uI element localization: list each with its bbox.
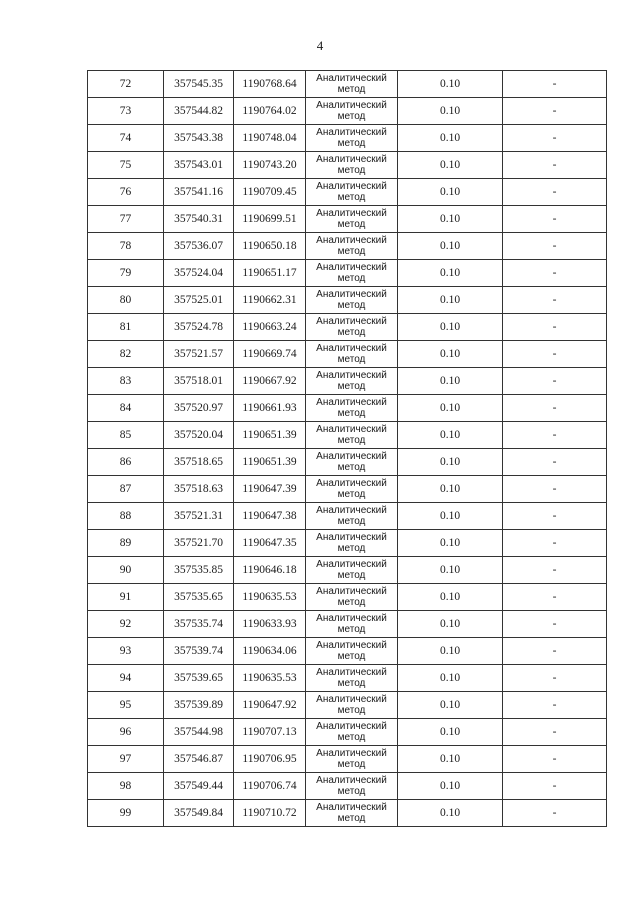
- x-coordinate-cell: 357535.85: [164, 557, 234, 584]
- table-row: [88, 773, 607, 800]
- method-label-line2: метод: [337, 327, 366, 338]
- y-coordinate-cell: 1190669.74: [234, 341, 306, 368]
- method-cell: [306, 692, 398, 719]
- x-coordinate-cell: 357535.74: [164, 611, 234, 638]
- method-label-line1: Аналитический: [316, 289, 387, 300]
- table-row: [88, 71, 607, 98]
- y-coordinate-cell: 1190743.20: [234, 152, 306, 179]
- point-number-cell: 83: [88, 368, 164, 395]
- coordinates-table-body: [88, 71, 607, 827]
- y-coordinate-cell: 1190764.02: [234, 98, 306, 125]
- method-label-line1: Аналитический: [316, 235, 387, 246]
- x-coordinate-cell: 357518.01: [164, 368, 234, 395]
- y-coordinate-cell: 1190662.31: [234, 287, 306, 314]
- table-row: [88, 179, 607, 206]
- note-cell: -: [503, 773, 607, 800]
- method-label-line1: Аналитический: [316, 559, 387, 570]
- x-coordinate-cell: 357549.84: [164, 800, 234, 827]
- x-coordinate-cell: 357521.57: [164, 341, 234, 368]
- y-coordinate-cell: 1190651.39: [234, 422, 306, 449]
- accuracy-cell: 0.10: [398, 206, 503, 233]
- table-row: [88, 692, 607, 719]
- accuracy-cell: 0.10: [398, 179, 503, 206]
- point-number-cell: 78: [88, 233, 164, 260]
- note-cell: -: [503, 233, 607, 260]
- point-number-cell: 98: [88, 773, 164, 800]
- accuracy-cell: 0.10: [398, 638, 503, 665]
- method-label-line1: Аналитический: [316, 208, 387, 219]
- method-cell: [306, 746, 398, 773]
- method-cell: [306, 773, 398, 800]
- point-number-cell: 72: [88, 71, 164, 98]
- note-cell: -: [503, 287, 607, 314]
- point-number-cell: 87: [88, 476, 164, 503]
- note-cell: -: [503, 746, 607, 773]
- method-label-line2: метод: [337, 543, 366, 554]
- method-label-line1: Аналитический: [316, 73, 387, 84]
- accuracy-cell: 0.10: [398, 422, 503, 449]
- method-cell: [306, 287, 398, 314]
- method-label-line2: метод: [337, 786, 366, 797]
- y-coordinate-cell: 1190706.95: [234, 746, 306, 773]
- x-coordinate-cell: 357543.38: [164, 125, 234, 152]
- x-coordinate-cell: 357524.78: [164, 314, 234, 341]
- table-row: [88, 341, 607, 368]
- point-number-cell: 97: [88, 746, 164, 773]
- x-coordinate-cell: 357540.31: [164, 206, 234, 233]
- table-row: [88, 314, 607, 341]
- x-coordinate-cell: 357525.01: [164, 287, 234, 314]
- method-label-line2: метод: [337, 84, 366, 95]
- table-row: [88, 368, 607, 395]
- note-cell: -: [503, 341, 607, 368]
- point-number-cell: 89: [88, 530, 164, 557]
- x-coordinate-cell: 357535.65: [164, 584, 234, 611]
- method-label-line2: метод: [337, 354, 366, 365]
- table-row: [88, 98, 607, 125]
- method-label-line2: метод: [337, 165, 366, 176]
- method-cell: [306, 179, 398, 206]
- x-coordinate-cell: 357541.16: [164, 179, 234, 206]
- accuracy-cell: 0.10: [398, 557, 503, 584]
- method-cell: [306, 719, 398, 746]
- method-label-line1: Аналитический: [316, 343, 387, 354]
- note-cell: -: [503, 395, 607, 422]
- method-label-line2: метод: [337, 678, 366, 689]
- note-cell: -: [503, 98, 607, 125]
- method-cell: [306, 665, 398, 692]
- y-coordinate-cell: 1190748.04: [234, 125, 306, 152]
- method-cell: [306, 341, 398, 368]
- table-row: [88, 746, 607, 773]
- accuracy-cell: 0.10: [398, 71, 503, 98]
- method-label-line1: Аналитический: [316, 586, 387, 597]
- y-coordinate-cell: 1190646.18: [234, 557, 306, 584]
- method-label-line1: Аналитический: [316, 154, 387, 165]
- y-coordinate-cell: 1190650.18: [234, 233, 306, 260]
- note-cell: -: [503, 314, 607, 341]
- point-number-cell: 99: [88, 800, 164, 827]
- method-label-line1: Аналитический: [316, 478, 387, 489]
- method-label-line2: метод: [337, 246, 366, 257]
- method-label-line2: метод: [337, 570, 366, 581]
- x-coordinate-cell: 357524.04: [164, 260, 234, 287]
- method-label-line2: метод: [337, 408, 366, 419]
- note-cell: -: [503, 476, 607, 503]
- point-number-cell: 76: [88, 179, 164, 206]
- accuracy-cell: 0.10: [398, 341, 503, 368]
- table-row: [88, 152, 607, 179]
- accuracy-cell: 0.10: [398, 395, 503, 422]
- point-number-cell: 79: [88, 260, 164, 287]
- accuracy-cell: 0.10: [398, 584, 503, 611]
- point-number-cell: 93: [88, 638, 164, 665]
- method-label-line1: Аналитический: [316, 748, 387, 759]
- note-cell: -: [503, 260, 607, 287]
- point-number-cell: 74: [88, 125, 164, 152]
- method-cell: [306, 314, 398, 341]
- point-number-cell: 84: [88, 395, 164, 422]
- method-label-line2: метод: [337, 597, 366, 608]
- accuracy-cell: 0.10: [398, 773, 503, 800]
- point-number-cell: 77: [88, 206, 164, 233]
- table-row: [88, 125, 607, 152]
- point-number-cell: 95: [88, 692, 164, 719]
- note-cell: -: [503, 638, 607, 665]
- point-number-cell: 96: [88, 719, 164, 746]
- page-number: 4: [316, 38, 324, 53]
- method-label-line1: Аналитический: [316, 127, 387, 138]
- method-cell: [306, 125, 398, 152]
- point-number-cell: 88: [88, 503, 164, 530]
- method-label-line2: метод: [337, 435, 366, 446]
- point-number-cell: 90: [88, 557, 164, 584]
- table-row: [88, 395, 607, 422]
- table-row: [88, 530, 607, 557]
- note-cell: -: [503, 719, 607, 746]
- y-coordinate-cell: 1190661.93: [234, 395, 306, 422]
- y-coordinate-cell: 1190663.24: [234, 314, 306, 341]
- method-label-line2: метод: [337, 111, 366, 122]
- note-cell: -: [503, 503, 607, 530]
- note-cell: -: [503, 449, 607, 476]
- table-row: [88, 206, 607, 233]
- method-label-line1: Аналитический: [316, 694, 387, 705]
- point-number-cell: 85: [88, 422, 164, 449]
- y-coordinate-cell: 1190768.64: [234, 71, 306, 98]
- accuracy-cell: 0.10: [398, 611, 503, 638]
- x-coordinate-cell: 357518.65: [164, 449, 234, 476]
- note-cell: -: [503, 71, 607, 98]
- method-label-line1: Аналитический: [316, 100, 387, 111]
- method-label-line2: метод: [337, 624, 366, 635]
- method-label-line2: метод: [337, 192, 366, 203]
- accuracy-cell: 0.10: [398, 692, 503, 719]
- x-coordinate-cell: 357539.89: [164, 692, 234, 719]
- accuracy-cell: 0.10: [398, 746, 503, 773]
- note-cell: -: [503, 368, 607, 395]
- accuracy-cell: 0.10: [398, 503, 503, 530]
- accuracy-cell: 0.10: [398, 665, 503, 692]
- y-coordinate-cell: 1190707.13: [234, 719, 306, 746]
- method-label-line1: Аналитический: [316, 316, 387, 327]
- method-label-line1: Аналитический: [316, 802, 387, 813]
- method-cell: [306, 152, 398, 179]
- note-cell: -: [503, 422, 607, 449]
- x-coordinate-cell: 357544.82: [164, 98, 234, 125]
- method-label-line2: метод: [337, 381, 366, 392]
- x-coordinate-cell: 357518.63: [164, 476, 234, 503]
- note-cell: -: [503, 584, 607, 611]
- method-label-line2: метод: [337, 462, 366, 473]
- x-coordinate-cell: 357543.01: [164, 152, 234, 179]
- table-row: [88, 557, 607, 584]
- y-coordinate-cell: 1190710.72: [234, 800, 306, 827]
- method-label-line2: метод: [337, 273, 366, 284]
- note-cell: -: [503, 692, 607, 719]
- table-row: [88, 611, 607, 638]
- point-number-cell: 81: [88, 314, 164, 341]
- accuracy-cell: 0.10: [398, 152, 503, 179]
- method-cell: [306, 98, 398, 125]
- coordinates-table: [87, 70, 607, 827]
- note-cell: -: [503, 800, 607, 827]
- method-label-line1: Аналитический: [316, 532, 387, 543]
- method-cell: [306, 476, 398, 503]
- accuracy-cell: 0.10: [398, 449, 503, 476]
- method-label-line1: Аналитический: [316, 262, 387, 273]
- table-row: [88, 638, 607, 665]
- method-label-line2: метод: [337, 732, 366, 743]
- accuracy-cell: 0.10: [398, 125, 503, 152]
- point-number-cell: 82: [88, 341, 164, 368]
- method-label-line2: метод: [337, 219, 366, 230]
- method-cell: [306, 557, 398, 584]
- method-label-line2: метод: [337, 489, 366, 500]
- y-coordinate-cell: 1190633.93: [234, 611, 306, 638]
- table-row: [88, 719, 607, 746]
- accuracy-cell: 0.10: [398, 314, 503, 341]
- method-cell: [306, 368, 398, 395]
- method-cell: [306, 638, 398, 665]
- method-label-line1: Аналитический: [316, 640, 387, 651]
- x-coordinate-cell: 357536.07: [164, 233, 234, 260]
- table-row: [88, 233, 607, 260]
- method-cell: [306, 584, 398, 611]
- table-row: [88, 260, 607, 287]
- method-label-line1: Аналитический: [316, 451, 387, 462]
- note-cell: -: [503, 665, 607, 692]
- method-label-line1: Аналитический: [316, 613, 387, 624]
- note-cell: -: [503, 206, 607, 233]
- method-label-line1: Аналитический: [316, 721, 387, 732]
- method-label-line1: Аналитический: [316, 775, 387, 786]
- point-number-cell: 73: [88, 98, 164, 125]
- accuracy-cell: 0.10: [398, 530, 503, 557]
- y-coordinate-cell: 1190709.45: [234, 179, 306, 206]
- x-coordinate-cell: 357520.97: [164, 395, 234, 422]
- method-label-line2: метод: [337, 813, 366, 824]
- method-cell: [306, 71, 398, 98]
- table-row: [88, 476, 607, 503]
- method-label-line1: Аналитический: [316, 370, 387, 381]
- note-cell: -: [503, 179, 607, 206]
- method-label-line2: метод: [337, 705, 366, 716]
- y-coordinate-cell: 1190699.51: [234, 206, 306, 233]
- x-coordinate-cell: 357539.65: [164, 665, 234, 692]
- y-coordinate-cell: 1190667.92: [234, 368, 306, 395]
- table-row: [88, 422, 607, 449]
- table-row: [88, 503, 607, 530]
- method-label-line2: метод: [337, 138, 366, 149]
- method-cell: [306, 233, 398, 260]
- x-coordinate-cell: 357521.70: [164, 530, 234, 557]
- accuracy-cell: 0.10: [398, 98, 503, 125]
- note-cell: -: [503, 125, 607, 152]
- note-cell: -: [503, 530, 607, 557]
- y-coordinate-cell: 1190651.39: [234, 449, 306, 476]
- accuracy-cell: 0.10: [398, 260, 503, 287]
- x-coordinate-cell: 357549.44: [164, 773, 234, 800]
- point-number-cell: 80: [88, 287, 164, 314]
- method-label-line1: Аналитический: [316, 667, 387, 678]
- note-cell: -: [503, 611, 607, 638]
- y-coordinate-cell: 1190647.39: [234, 476, 306, 503]
- y-coordinate-cell: 1190647.92: [234, 692, 306, 719]
- method-cell: [306, 260, 398, 287]
- method-cell: [306, 611, 398, 638]
- method-cell: [306, 395, 398, 422]
- x-coordinate-cell: 357520.04: [164, 422, 234, 449]
- table-row: [88, 665, 607, 692]
- accuracy-cell: 0.10: [398, 476, 503, 503]
- x-coordinate-cell: 357539.74: [164, 638, 234, 665]
- accuracy-cell: 0.10: [398, 287, 503, 314]
- method-label-line1: Аналитический: [316, 424, 387, 435]
- accuracy-cell: 0.10: [398, 233, 503, 260]
- accuracy-cell: 0.10: [398, 719, 503, 746]
- y-coordinate-cell: 1190647.35: [234, 530, 306, 557]
- method-label-line1: Аналитический: [316, 181, 387, 192]
- method-cell: [306, 422, 398, 449]
- method-cell: [306, 449, 398, 476]
- note-cell: -: [503, 152, 607, 179]
- table-row: [88, 800, 607, 827]
- point-number-cell: 86: [88, 449, 164, 476]
- table-row: [88, 584, 607, 611]
- method-cell: [306, 800, 398, 827]
- y-coordinate-cell: 1190634.06: [234, 638, 306, 665]
- note-cell: -: [503, 557, 607, 584]
- table-row: [88, 449, 607, 476]
- method-label-line2: метод: [337, 759, 366, 770]
- accuracy-cell: 0.10: [398, 368, 503, 395]
- x-coordinate-cell: 357545.35: [164, 71, 234, 98]
- accuracy-cell: 0.10: [398, 800, 503, 827]
- method-label-line1: Аналитический: [316, 505, 387, 516]
- point-number-cell: 75: [88, 152, 164, 179]
- x-coordinate-cell: 357521.31: [164, 503, 234, 530]
- x-coordinate-cell: 357546.87: [164, 746, 234, 773]
- y-coordinate-cell: 1190651.17: [234, 260, 306, 287]
- y-coordinate-cell: 1190647.38: [234, 503, 306, 530]
- x-coordinate-cell: 357544.98: [164, 719, 234, 746]
- y-coordinate-cell: 1190635.53: [234, 665, 306, 692]
- y-coordinate-cell: 1190706.74: [234, 773, 306, 800]
- point-number-cell: 91: [88, 584, 164, 611]
- method-label-line1: Аналитический: [316, 397, 387, 408]
- point-number-cell: 92: [88, 611, 164, 638]
- method-cell: [306, 206, 398, 233]
- table-row: [88, 287, 607, 314]
- method-label-line2: метод: [337, 516, 366, 527]
- y-coordinate-cell: 1190635.53: [234, 584, 306, 611]
- method-cell: [306, 503, 398, 530]
- method-label-line2: метод: [337, 651, 366, 662]
- method-label-line2: метод: [337, 300, 366, 311]
- point-number-cell: 94: [88, 665, 164, 692]
- method-cell: [306, 530, 398, 557]
